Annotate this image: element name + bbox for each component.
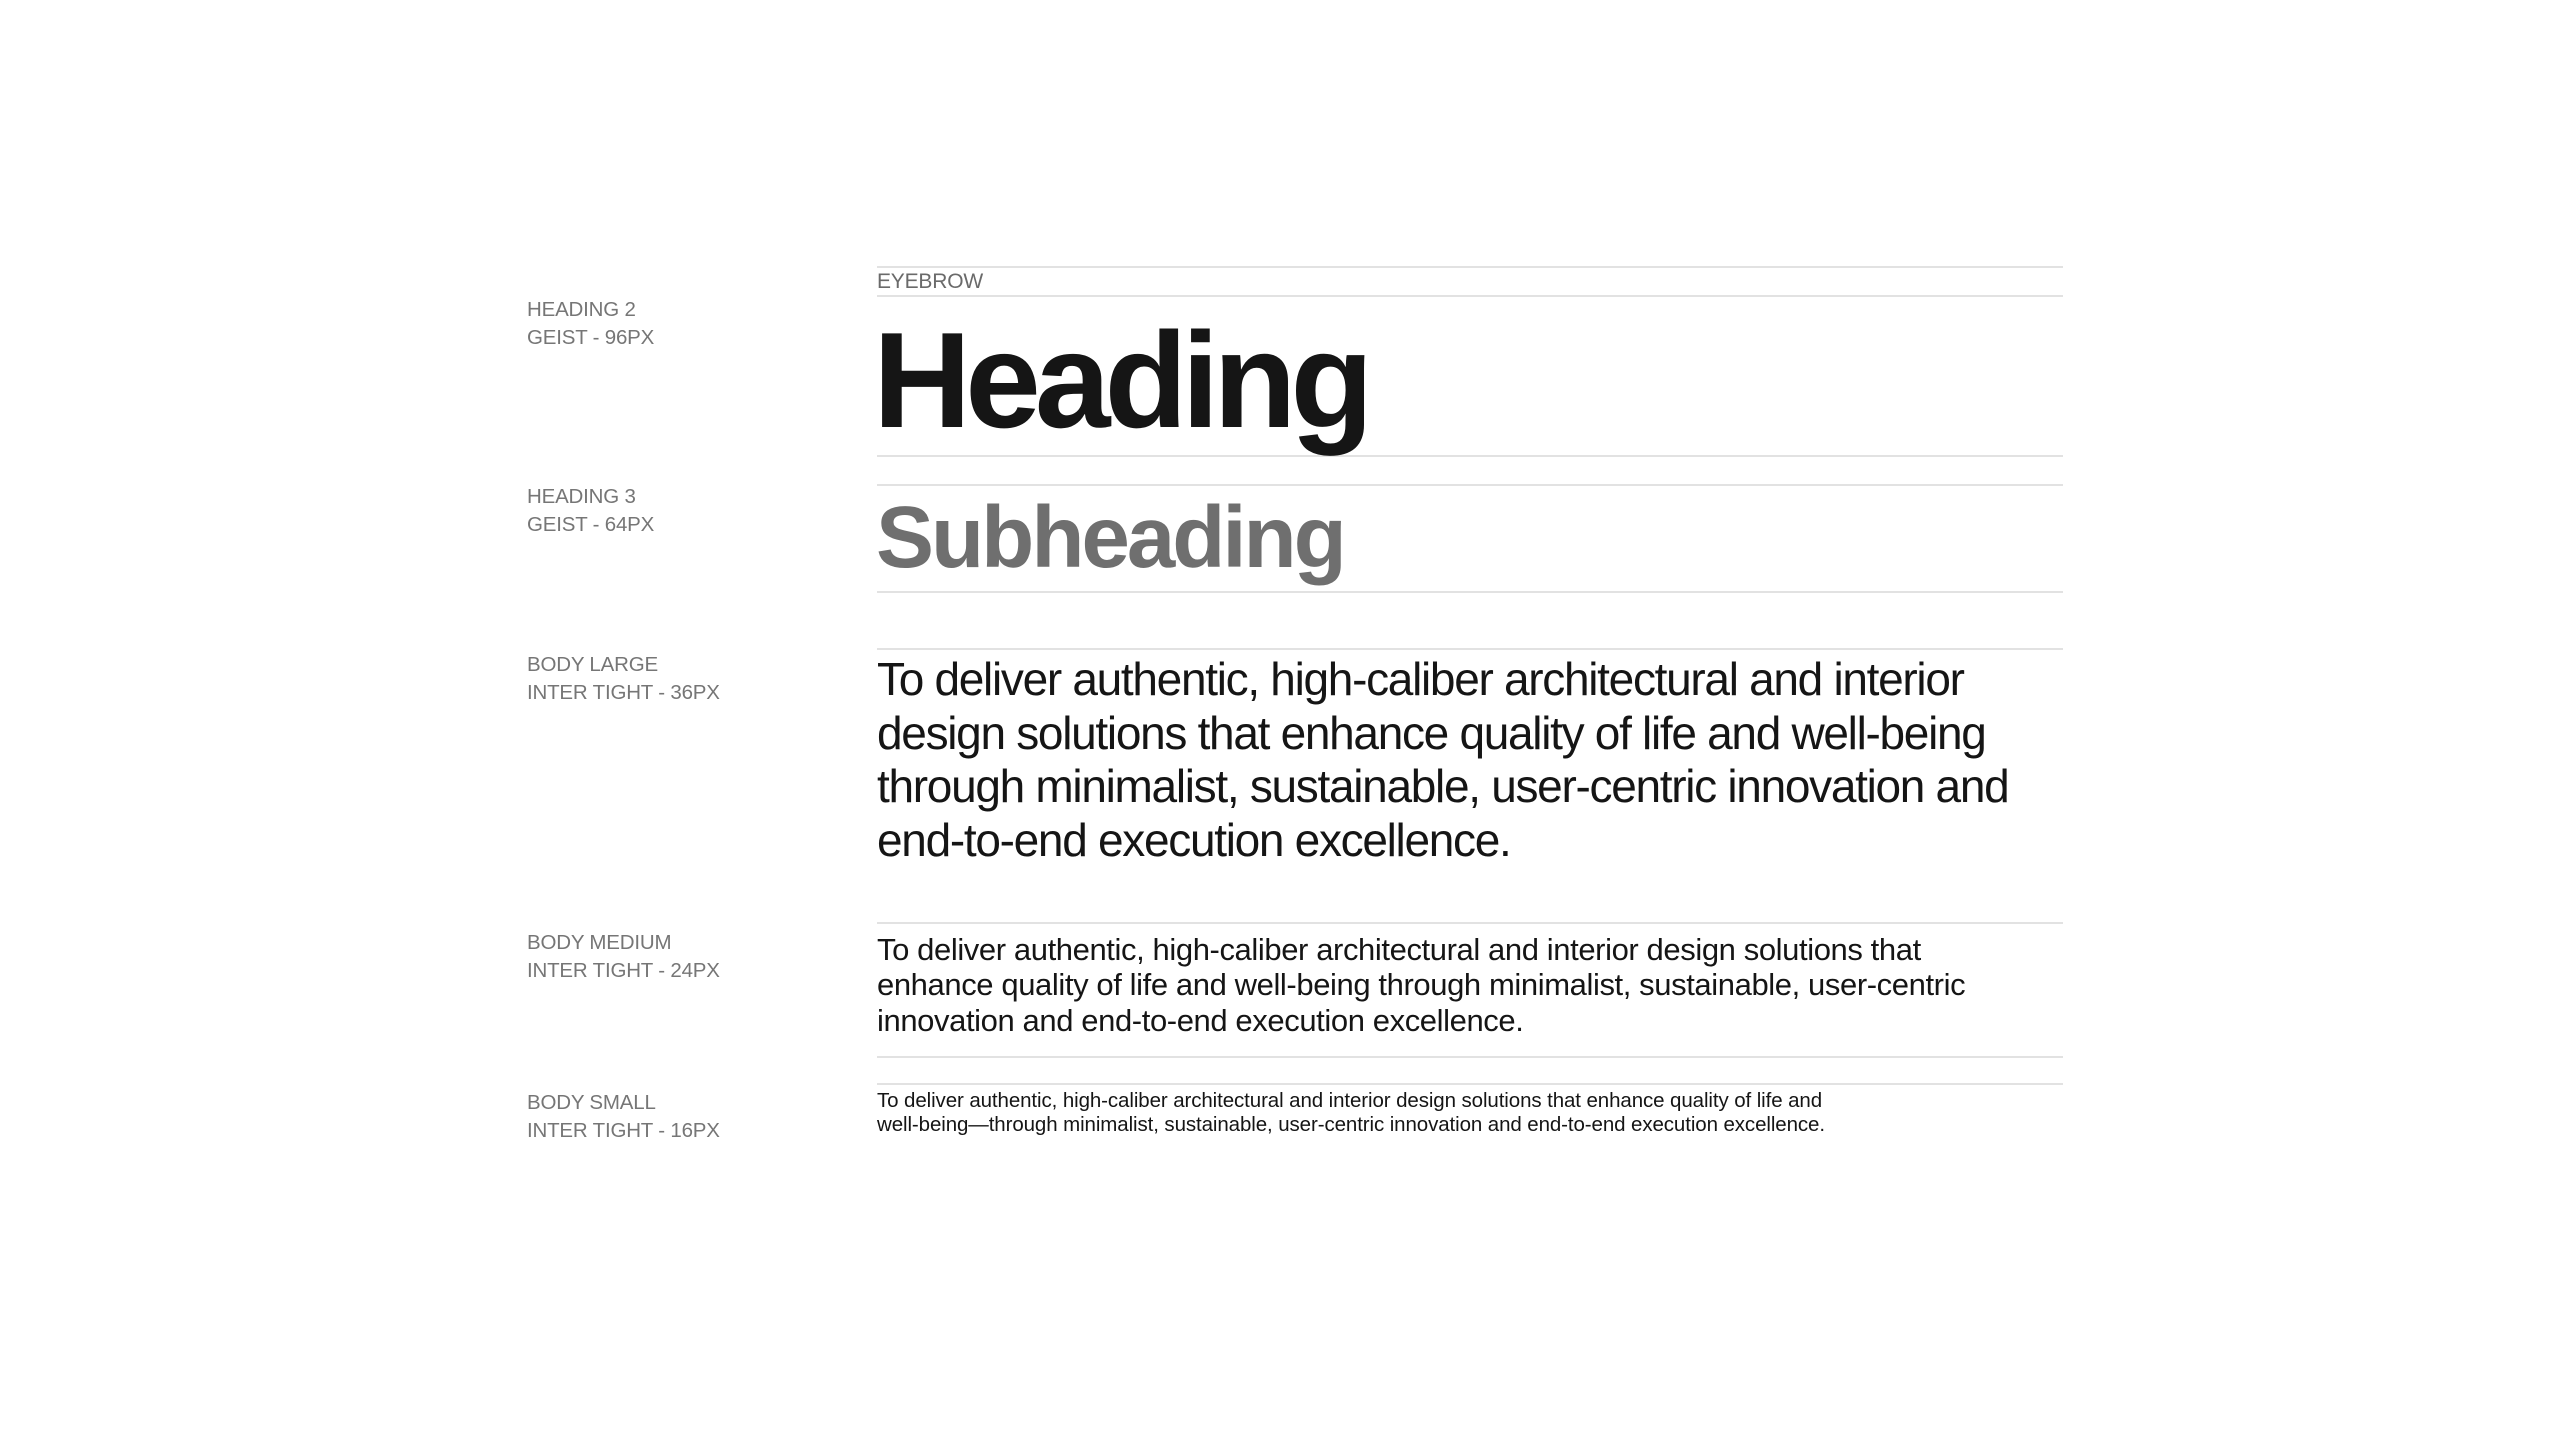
heading-sample: Heading bbox=[873, 304, 1368, 456]
label-body-medium bbox=[527, 929, 720, 985]
label-body-large-name: BODY LARGE bbox=[527, 653, 658, 676]
eyebrow-sample: EYEBROW bbox=[877, 270, 983, 293]
divider-line bbox=[877, 1056, 2063, 1058]
label-heading-3-spec: GEIST - 64PX bbox=[527, 513, 655, 536]
label-heading-3 bbox=[527, 483, 654, 539]
label-body-small bbox=[527, 1089, 720, 1145]
label-heading-2-name: HEADING 2 bbox=[527, 298, 636, 321]
body-large-line: end-to-end execution excellence. bbox=[877, 813, 1511, 866]
label-body-medium-spec: INTER TIGHT - 24PX bbox=[527, 959, 720, 982]
body-large-line: through minimalist, sustainable, user-centric innovation and bbox=[877, 760, 2009, 812]
body-medium-line: enhance quality of life and well-being through minimalist, sustainable, user-centric bbox=[877, 967, 1966, 1003]
label-body-small-spec: INTER TIGHT - 16PX bbox=[527, 1119, 720, 1142]
body-medium-line: To deliver authentic, high-caliber architectural and interior design solutions that bbox=[877, 932, 1921, 967]
body-small-line: well-being—through minimalist, sustainable, user-centric innovation and end-to-end execution excellence. bbox=[877, 1113, 1825, 1136]
label-heading-3-name: HEADING 3 bbox=[527, 485, 636, 508]
divider-line bbox=[877, 1083, 2063, 1085]
label-body-large-spec: INTER TIGHT - 36PX bbox=[527, 681, 720, 704]
divider-line bbox=[877, 266, 2063, 268]
label-heading-2-spec: GEIST - 96PX bbox=[527, 326, 655, 349]
divider-line bbox=[877, 922, 2063, 924]
body-large-sample bbox=[877, 653, 2077, 867]
divider-line bbox=[877, 295, 2063, 297]
divider-line bbox=[877, 648, 2063, 650]
label-body-small-name: BODY SMALL bbox=[527, 1091, 656, 1114]
body-small-sample bbox=[877, 1089, 1977, 1137]
label-body-large bbox=[527, 651, 720, 707]
body-small-line: To deliver authentic, high-caliber architectural and interior design solutions that enhance quality of life and bbox=[877, 1089, 1823, 1112]
label-heading-2 bbox=[527, 296, 654, 352]
label-body-medium-name: BODY MEDIUM bbox=[527, 931, 672, 954]
body-medium-line: innovation and end-to-end execution excellence. bbox=[877, 1002, 1524, 1038]
body-medium-sample bbox=[877, 932, 2087, 1038]
subheading-sample: Subheading bbox=[876, 489, 1344, 586]
body-large-line: To deliver authentic, high-caliber architectural and interior bbox=[877, 653, 1964, 705]
body-large-line: design solutions that enhance quality of life and well-being bbox=[877, 706, 1986, 759]
